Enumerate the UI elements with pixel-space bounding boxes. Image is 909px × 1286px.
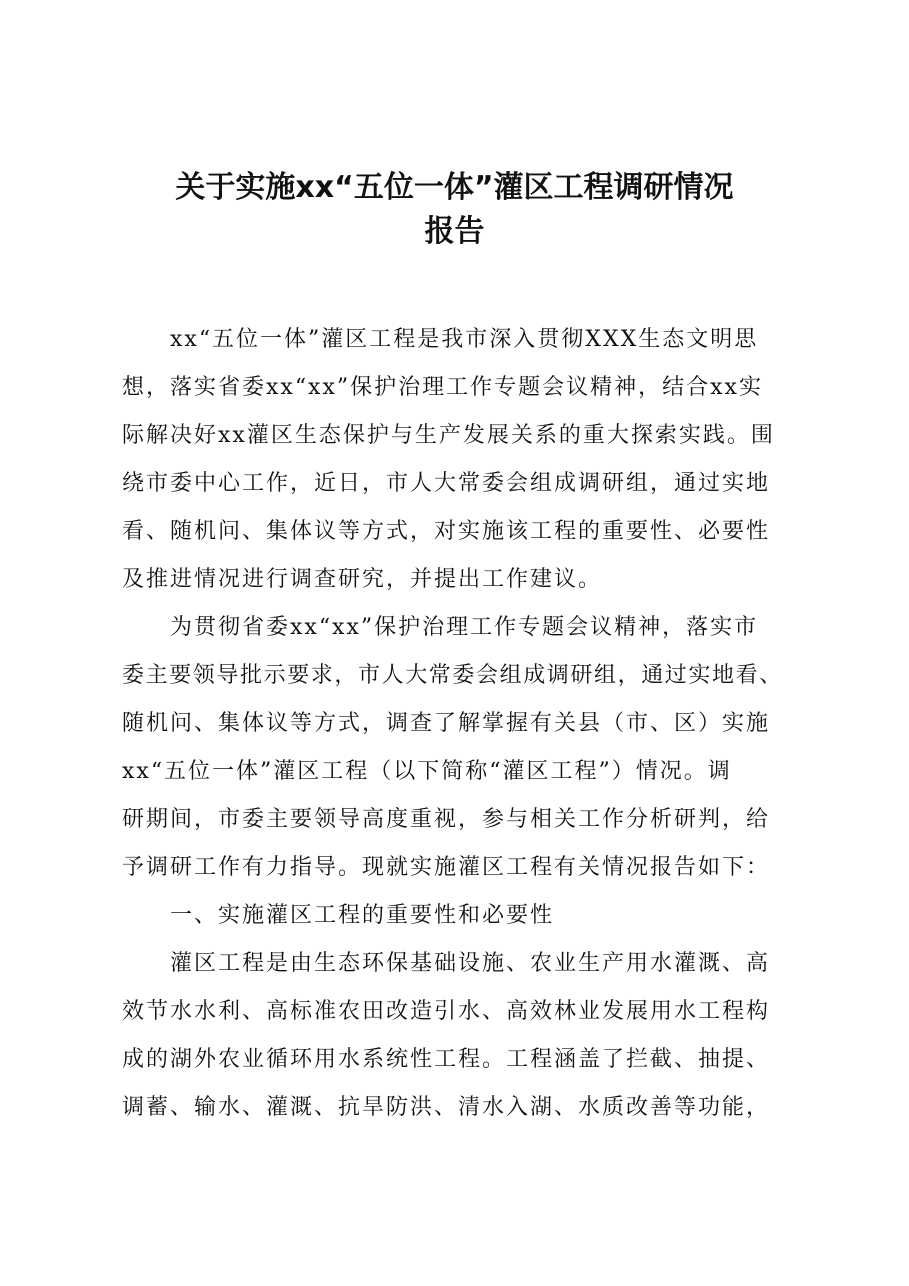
paragraph-1-line-2: 想，落实省委xx“xx”保护治理工作专题会议精神，结合xx实 — [122, 375, 763, 400]
document-title-line-1: 关于实施xx“五位一体”灌区工程调研情况 — [175, 170, 734, 205]
paragraph-2-line-5: 研期间，市委主要领导高度重视，参与相关工作分析研判，给 — [122, 807, 771, 832]
paragraph-1-line-6: 及推进情况进行调查研究，并提出工作建议。 — [122, 567, 603, 592]
paragraph-1-line-5: 看、随机问、集体议等方式，对实施该工程的重要性、必要性 — [122, 519, 771, 544]
paragraph-3-line-4: 调蓄、输水、灌溉、抗旱防洪、清水入湖、水质改善等功能， — [122, 1095, 771, 1120]
document-title-line-2: 报告 — [424, 214, 485, 249]
paragraph-3-line-3: 成的湖外农业循环用水系统性工程。工程涵盖了拦截、抽提、 — [122, 1047, 771, 1072]
paragraph-1-line-3: 际解决好xx灌区生态保护与生产发展关系的重大探索实践。围 — [122, 423, 775, 448]
paragraph-2-line-3: 随机问、集体议等方式，调查了解掌握有关县（市、区）实施 — [122, 711, 771, 736]
paragraph-1-line-4: 绕市委中心工作，近日，市人大常委会组成调研组，通过实地 — [122, 471, 771, 496]
paragraph-3-line-1: 灌区工程是由生态环保基础设施、农业生产用水灌溉、高 — [170, 951, 771, 976]
paragraph-3-line-2: 效节水水利、高标准农田改造引水、高效林业发展用水工程构 — [122, 999, 771, 1024]
paragraph-1-line-1: xx“五位一体”灌区工程是我市深入贯彻XXX生态文明思 — [170, 327, 759, 352]
paragraph-2-line-2: 委主要领导批示要求，市人大常委会组成调研组，通过实地看、 — [122, 663, 783, 688]
section-heading-1: 一、实施灌区工程的重要性和必要性 — [170, 903, 555, 928]
paragraph-2-line-4: xx“五位一体”灌区工程（以下简称“灌区工程”）情况。调 — [122, 759, 732, 784]
paragraph-2-line-1: 为贯彻省委xx“xx”保护治理工作专题会议精神，落实市 — [170, 615, 759, 640]
paragraph-2-line-6: 予调研工作有力指导。现就实施灌区工程有关情况报告如下： — [122, 855, 771, 880]
